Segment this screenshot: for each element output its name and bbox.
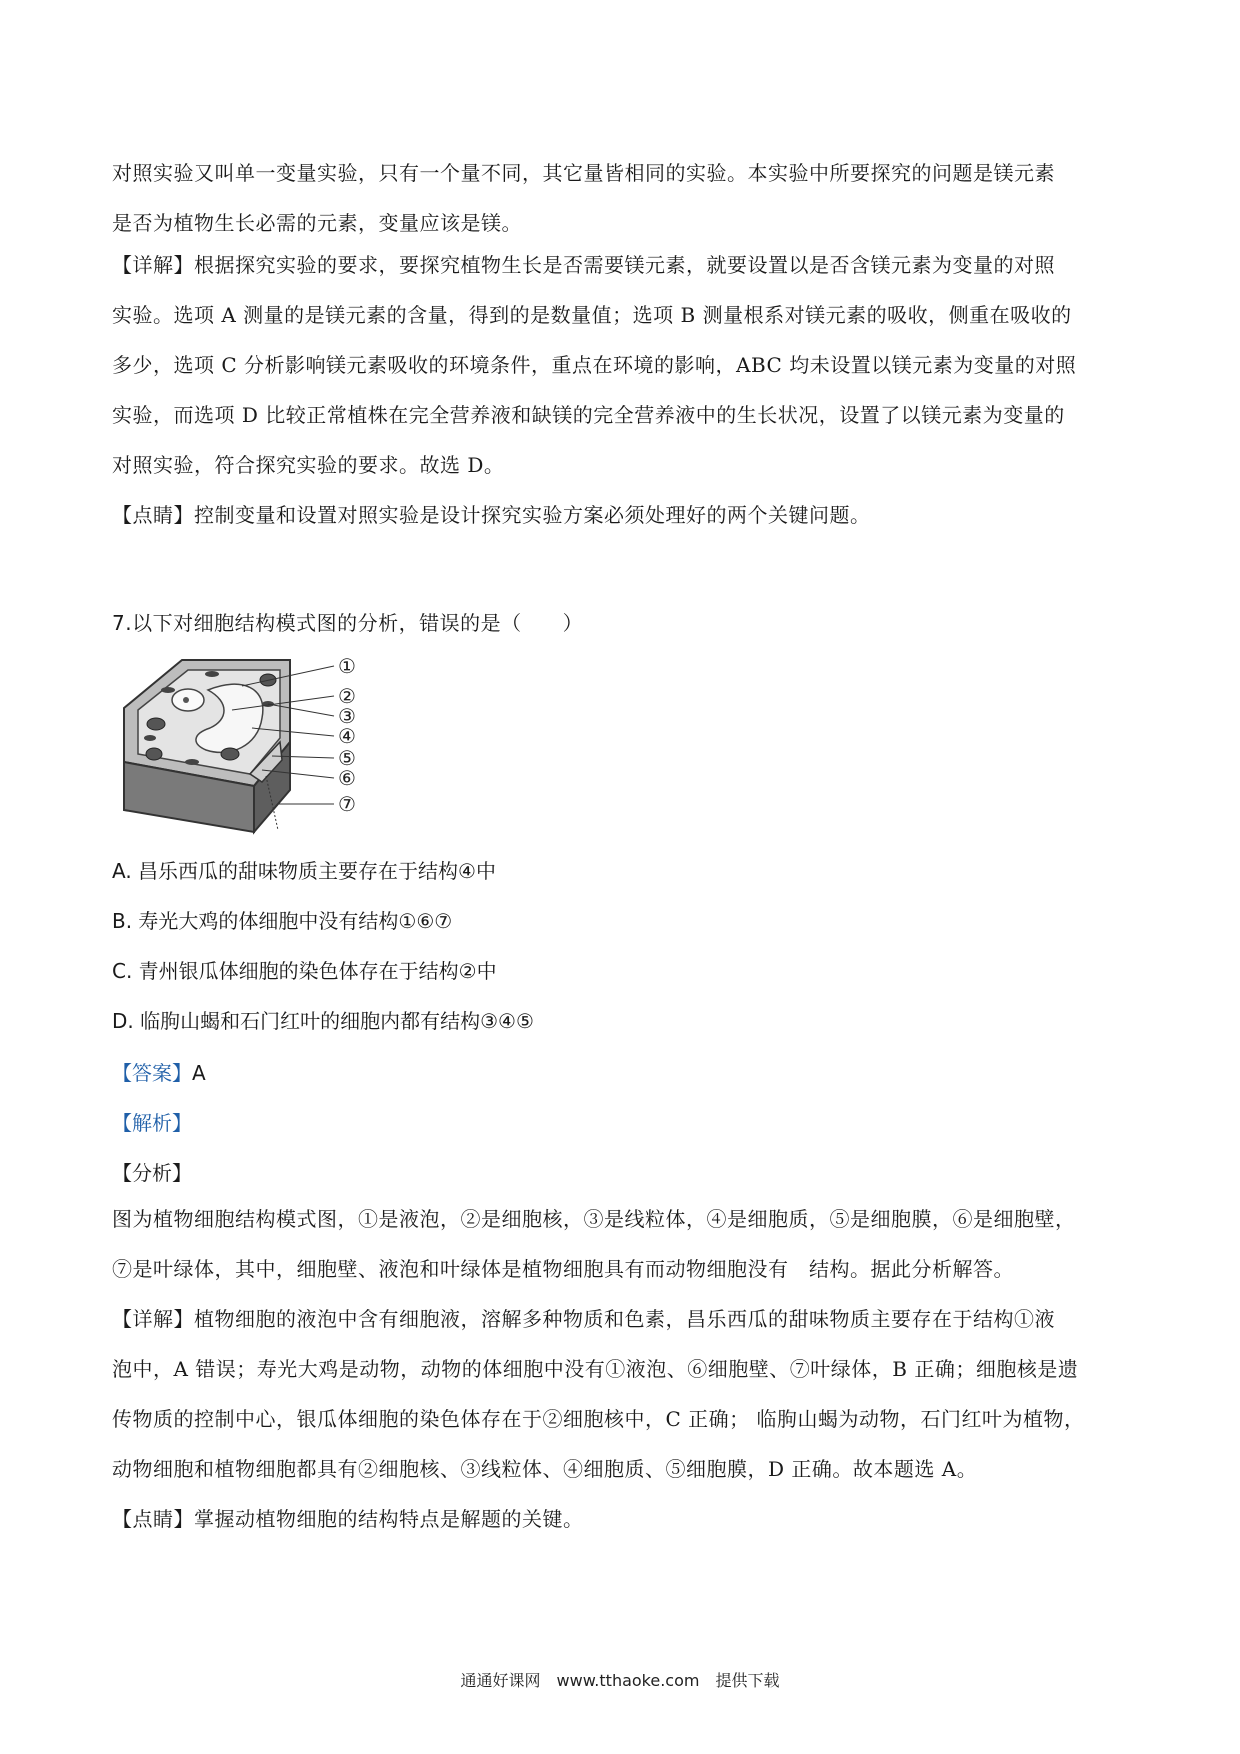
detail1-line-2: 实验。选项 A 测量的是镁元素的含量，得到的是数量值；选项 B 测量根系对镁元素的吸收，侧重在吸收的: [112, 303, 1072, 327]
answer-row: [112, 1058, 206, 1088]
detail1-line-1: 【详解】根据探究实验的要求，要探究植物生长是否需要镁元素，就要设置以是否含镁元素为变量的对照: [112, 253, 1055, 277]
label-1: ①: [338, 654, 356, 678]
chloroplast: [146, 748, 162, 760]
mitochondrion: [144, 735, 156, 741]
option-b: B. 寿光大鸡的体细胞中没有结构①⑥⑦: [112, 909, 453, 933]
answer-value: A: [192, 1061, 206, 1085]
question-stem: [112, 598, 1132, 648]
point1-text: 【点睛】控制变量和设置对照实验是设计探究实验方案必须处理好的两个关键问题。: [112, 503, 871, 527]
label-2: ②: [338, 684, 356, 708]
fenxi-paragraph: [112, 1194, 1132, 1294]
intro-paragraph: [112, 148, 1132, 248]
detail-paragraph-1: [112, 240, 1132, 490]
chloroplast: [147, 718, 165, 730]
point2-text: 【点睛】掌握动植物细胞的结构特点是解题的关键。: [112, 1507, 584, 1531]
detail-paragraph-2: [112, 1294, 1132, 1494]
point-paragraph-1: [112, 490, 1132, 540]
fenxi-line-1: 图为植物细胞结构模式图，①是液泡，②是细胞核，③是线粒体，④是细胞质，⑤是细胞膜，⑥是细胞壁，: [112, 1207, 1076, 1231]
mitochondrion: [185, 759, 199, 765]
detail2-line-4: 动物细胞和植物细胞都具有②细胞核、③线粒体、④细胞质、⑤细胞膜，D 正确。故本题选 A。: [112, 1457, 978, 1481]
point-paragraph-2: [112, 1494, 1132, 1544]
detail1-line-5: 对照实验，符合探究实验的要求。故选 D。: [112, 453, 505, 477]
question-stem-text: 7.以下对细胞结构模式图的分析，错误的是（ ）: [112, 611, 584, 635]
intro-line-2: 是否为植物生长必需的元素，变量应该是镁。: [112, 211, 522, 235]
label-4: ④: [338, 724, 356, 748]
answer-label: 【答案】: [112, 1061, 192, 1085]
label-6: ⑥: [338, 766, 356, 790]
plant-cell-diagram: [112, 650, 422, 840]
label-5: ⑤: [338, 746, 356, 770]
fenxi-line-2: ⑦是叶绿体，其中，细胞壁、液泡和叶绿体是植物细胞具有而动物细胞没有 结构。据此分析解答。: [112, 1257, 1014, 1281]
mitochondrion: [205, 671, 219, 677]
nucleolus: [183, 697, 189, 703]
detail2-line-2: 泡中，A 错误；寿光大鸡是动物，动物的体细胞中没有①液泡、⑥细胞壁、⑦叶绿体，B 正确；细胞核是遗: [112, 1357, 1079, 1381]
detail1-line-3: 多少，选项 C 分析影响镁元素吸收的环境条件，重点在环境的影响，ABC 均未设置以镁元素为变量的对照: [112, 353, 1077, 377]
intro-line-1: 对照实验又叫单一变量实验，只有一个量不同，其它量皆相同的实验。本实验中所要探究的问题是镁元素: [112, 161, 1055, 185]
analysis-label: 【解析】: [112, 1111, 192, 1135]
option-d: D. 临朐山蝎和石门红叶的细胞内都有结构③④⑤: [112, 1009, 534, 1033]
page-footer: 通通好课网 www.tthaoke.com 提供下载: [460, 1671, 780, 1690]
detail2-line-1: 【详解】植物细胞的液泡中含有细胞液，溶解多种物质和色素，昌乐西瓜的甜味物质主要存在于结构①液: [112, 1307, 1055, 1331]
detail1-line-4: 实验，而选项 D 比较正常植株在完全营养液和缺镁的完全营养液中的生长状况，设置了以镁元素为变量的: [112, 403, 1065, 427]
option-c: C. 青州银瓜体细胞的染色体存在于结构②中: [112, 959, 497, 983]
detail2-line-3: 传物质的控制中心，银瓜体细胞的染色体存在于②细胞核中，C 正确； 临朐山蝎为动物，石门红叶为植物，: [112, 1407, 1085, 1431]
chloroplast: [221, 748, 239, 760]
label-3: ③: [338, 704, 356, 728]
mitochondrion: [161, 687, 175, 693]
label-7: ⑦: [338, 792, 356, 816]
fenxi-label: 【分析】: [112, 1161, 192, 1185]
option-a: A. 昌乐西瓜的甜味物质主要存在于结构④中: [112, 859, 496, 883]
